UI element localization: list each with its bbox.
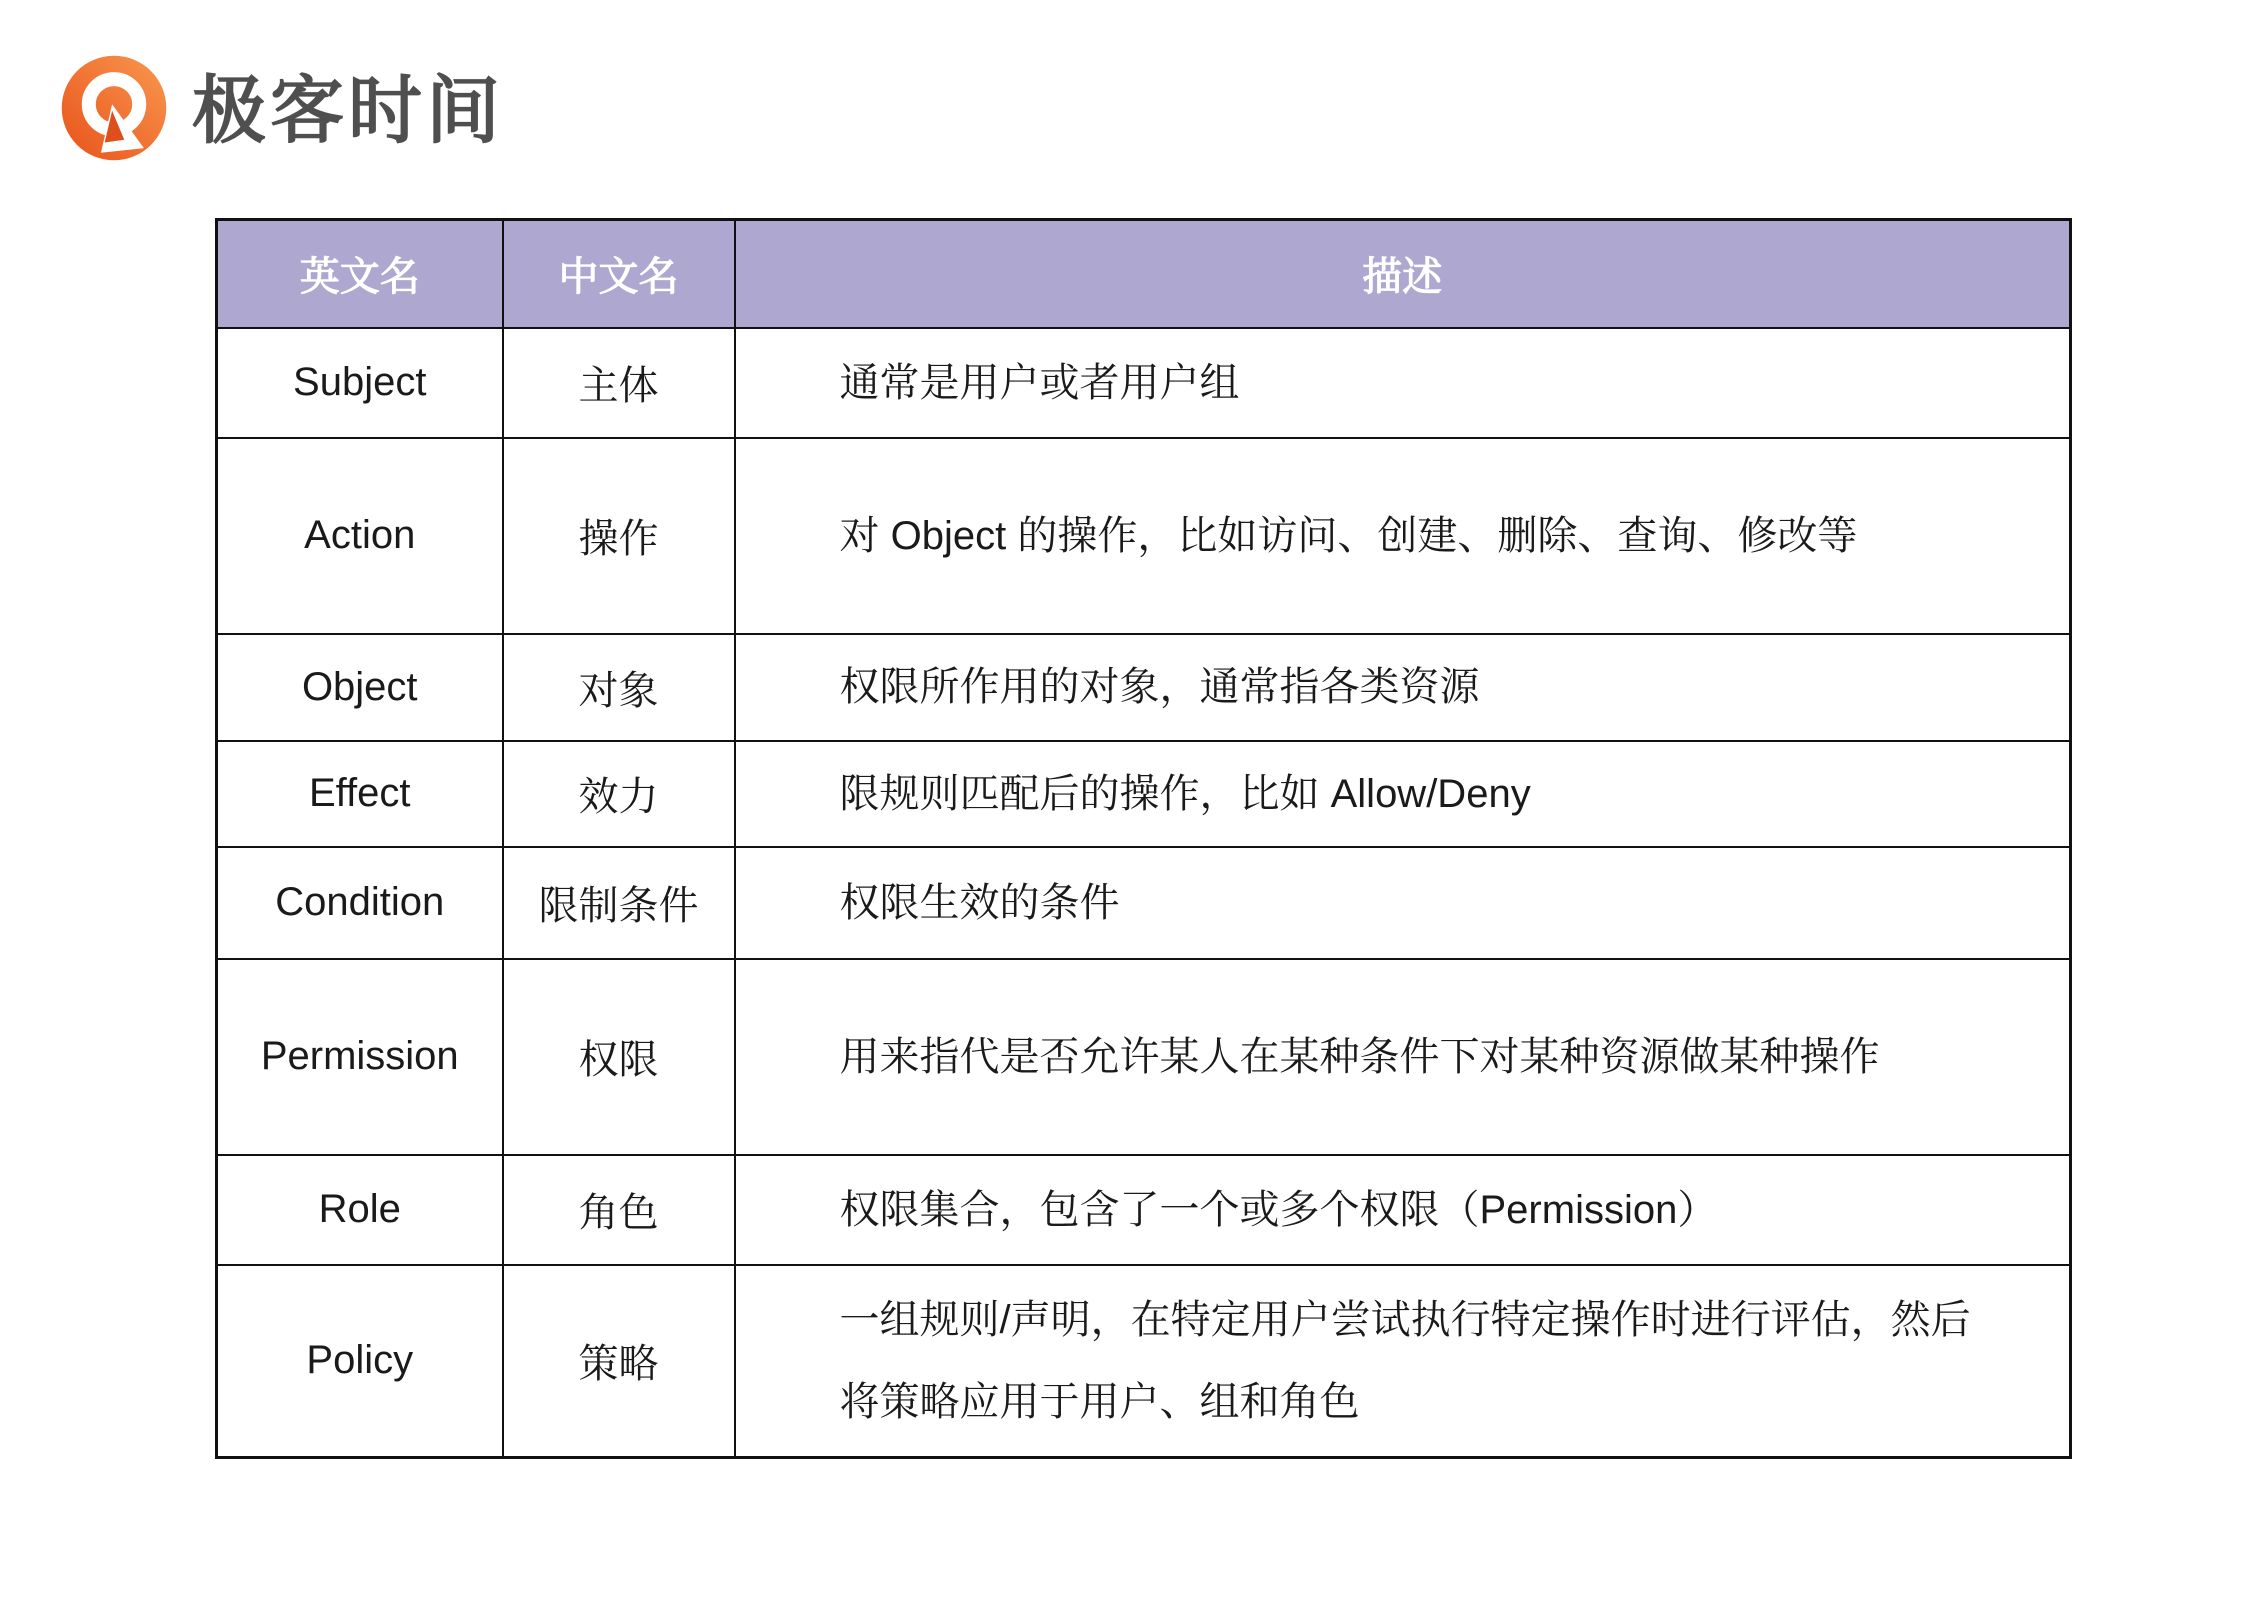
cell-english-name: Condition bbox=[217, 847, 503, 959]
cell-english-name: Subject bbox=[217, 328, 503, 438]
table-row-action bbox=[217, 438, 2071, 634]
cell-description: 权限集合，包含了一个或多个权限（Permission） bbox=[735, 1155, 2071, 1265]
cell-description: 一组规则/声明，在特定用户尝试执行特定操作时进行评估，然后将策略应用于用户、组和角色 bbox=[735, 1265, 2071, 1458]
cell-chinese-name: 策略 bbox=[503, 1265, 735, 1458]
table-row-role bbox=[217, 1155, 2071, 1265]
cell-description: 限规则匹配后的操作，比如 Allow/Deny bbox=[735, 741, 2071, 847]
table-row-permission bbox=[217, 959, 2071, 1155]
cell-description: 权限生效的条件 bbox=[735, 847, 2071, 959]
table-row-effect bbox=[217, 741, 2071, 847]
cell-chinese-name: 主体 bbox=[503, 328, 735, 438]
cell-chinese-name: 限制条件 bbox=[503, 847, 735, 959]
cell-description: 对 Object 的操作，比如访问、创建、删除、查询、修改等 bbox=[735, 438, 2071, 634]
table-header-row bbox=[217, 220, 2071, 328]
cell-english-name: Permission bbox=[217, 959, 503, 1155]
cell-english-name: Role bbox=[217, 1155, 503, 1265]
table-row-policy bbox=[217, 1265, 2071, 1458]
logo-text: 极客时间 bbox=[192, 69, 504, 152]
cell-english-name: Object bbox=[217, 634, 503, 741]
cell-english-name: Effect bbox=[217, 741, 503, 847]
column-header-english-name: 英文名 bbox=[217, 220, 503, 328]
geektime-logo bbox=[58, 52, 504, 164]
table-row-subject bbox=[217, 328, 2071, 438]
cell-chinese-name: 权限 bbox=[503, 959, 735, 1155]
cell-description: 通常是用户或者用户组 bbox=[735, 328, 2071, 438]
table-row-object bbox=[217, 634, 2071, 741]
column-header-description: 描述 bbox=[735, 220, 2071, 328]
cell-description: 权限所作用的对象，通常指各类资源 bbox=[735, 634, 2071, 741]
cell-description: 用来指代是否允许某人在某种条件下对某种资源做某种操作 bbox=[735, 959, 2071, 1155]
geektime-q-icon bbox=[58, 52, 170, 164]
table-row-condition bbox=[217, 847, 2071, 959]
cell-chinese-name: 效力 bbox=[503, 741, 735, 847]
column-header-chinese-name: 中文名 bbox=[503, 220, 735, 328]
cell-chinese-name: 对象 bbox=[503, 634, 735, 741]
cell-chinese-name: 角色 bbox=[503, 1155, 735, 1265]
cell-english-name: Action bbox=[217, 438, 503, 634]
terms-table bbox=[215, 218, 2072, 1459]
cell-english-name: Policy bbox=[217, 1265, 503, 1458]
cell-chinese-name: 操作 bbox=[503, 438, 735, 634]
